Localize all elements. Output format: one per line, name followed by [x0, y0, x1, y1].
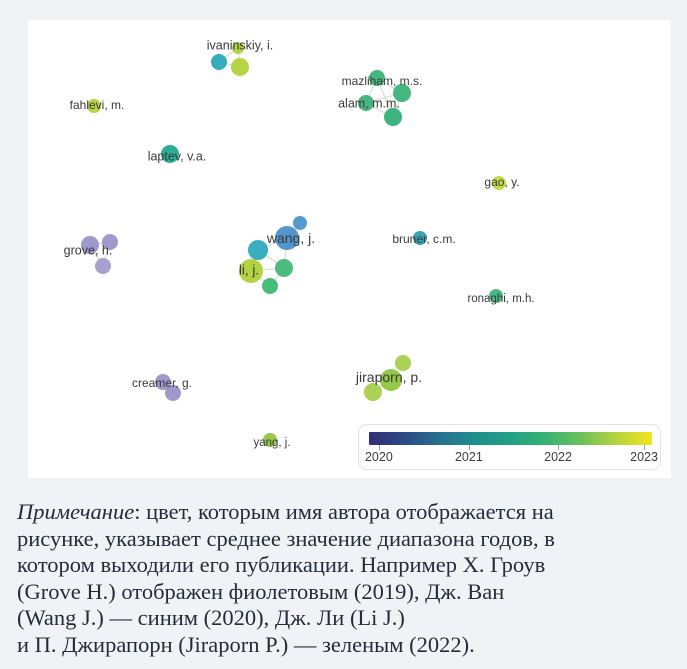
figure-caption: [17, 499, 555, 659]
tick-label-2021: 2021: [454, 450, 483, 464]
network-canvas: [28, 20, 671, 478]
caption-lead: Примечание: [17, 499, 135, 524]
caption-line: котором выходили его публикации. Например Х. Гроув: [17, 552, 546, 578]
caption-text: : цвет, которым имя автора отображается на: [134, 499, 554, 524]
label-wang-j: wang, j.: [266, 229, 316, 246]
caption-line: [17, 499, 555, 526]
tick-label-2022: 2022: [544, 450, 572, 464]
node-wang-b: [293, 216, 307, 230]
caption-line: (Wang J.) — синим (2020), Дж. Ли (Li J.): [17, 605, 405, 631]
label-alam-m-m: alam, m.m.: [338, 96, 400, 111]
tick-label-2023: 2023: [630, 450, 658, 464]
label-ivaninskiy-i: ivaninskiy, i.: [206, 38, 274, 53]
node-li-green-b: [262, 278, 278, 294]
label-jiraporn-p: jiraporn, p.: [355, 368, 423, 385]
label-laptev-v-a: laptev, v.a.: [147, 149, 207, 164]
label-gao-y: gao, y.: [484, 175, 520, 190]
label-li-j: li, j.: [238, 262, 260, 278]
label-bruner-c-m: bruner, c.m.: [392, 232, 456, 247]
label-ronaghi-m-h: ronaghi, m.h.: [467, 293, 535, 306]
label-mazliham-m-s: mazliham, m.s.: [341, 74, 423, 89]
caption-line: и П. Джирапорн (Jiraporn P.) — зеленым (2022).: [17, 631, 475, 657]
node-ivaninskiy-b: [211, 54, 227, 70]
tick-label-2020: 2020: [364, 450, 393, 464]
node-li-green-a: [275, 259, 293, 277]
label-fahlevi-m: fahlevi, m.: [69, 98, 125, 113]
node-mazliham-d: [384, 108, 402, 126]
node-ivaninskiy-c: [231, 58, 249, 76]
year-colorbar: [369, 432, 652, 445]
node-grove-c: [95, 258, 111, 274]
color-legend: [358, 424, 661, 470]
caption-line: (Grove H.) отображен фиолетовым (2019), Дж. Ван: [17, 578, 505, 604]
caption-line: рисунке, указывает среднее значение диапазона годов, в: [17, 525, 555, 551]
label-yang-j: yang, j.: [253, 437, 291, 450]
label-creamer-g: creamer, g.: [131, 376, 193, 391]
node-jiraporn-c: [364, 383, 382, 401]
co-authorship-map: [28, 20, 671, 478]
node-wang-teal: [248, 240, 268, 260]
label-grove-h: grove, h.: [63, 243, 113, 258]
